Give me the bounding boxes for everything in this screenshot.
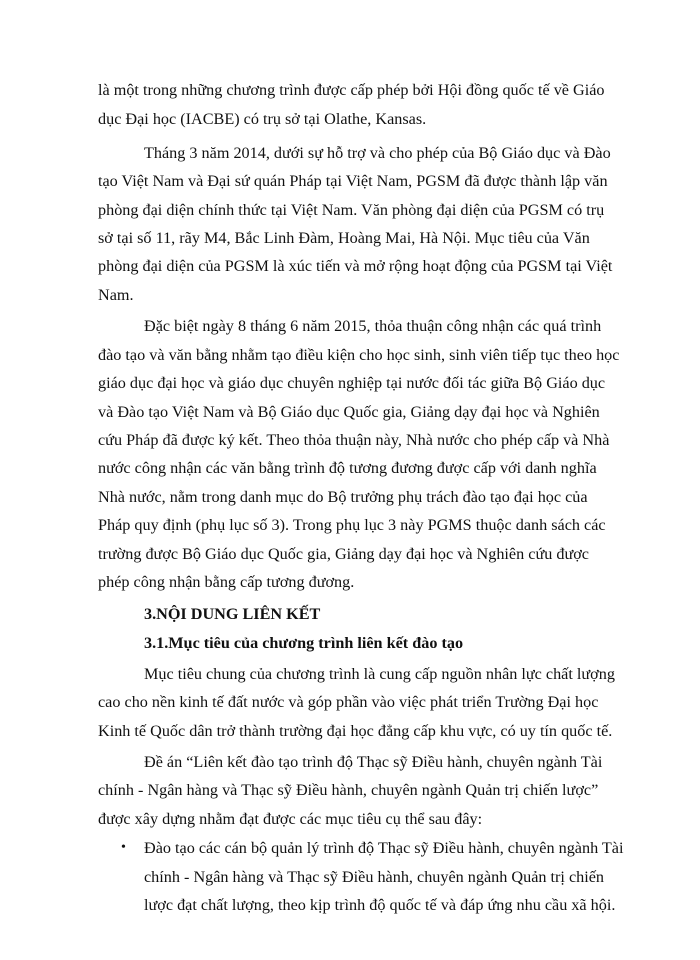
text-line: phòng đại diện của PGSM là xúc tiến và mở rộng hoạt động của PGSM tại Việt <box>98 257 613 275</box>
text-line: Kinh tế Quốc dân trở thành trường đại học đẳng cấp khu vực, có uy tín quốc tế. <box>98 722 613 740</box>
bullet-icon: • <box>121 840 126 855</box>
text-line: là một trong những chương trình được cấp phép bởi Hội đồng quốc tế về Giáo <box>98 81 605 99</box>
text-line: Mục tiêu chung của chương trình là cung cấp nguồn nhân lực chất lượng <box>144 665 615 683</box>
text-line: Đề án “Liên kết đào tạo trình độ Thạc sỹ Điều hành, chuyên ngành Tài <box>144 753 603 771</box>
text-line: Pháp quy định (phụ lục số 3). Trong phụ lục 3 này PGMS thuộc danh sách các <box>98 516 606 534</box>
text-line: tạo Việt Nam và Đại sứ quán Pháp tại Việt Nam, PGSM đã được thành lập văn <box>98 172 608 190</box>
text-line: chính - Ngân hàng và Thạc sỹ Điều hành, chuyên ngành Quản trị chiến <box>144 868 605 886</box>
text-line: giáo dục đại học và giáo dục chuyên nghiệp tại nước đối tác giữa Bộ Giáo dục <box>98 374 606 392</box>
text-line: lược đạt chất lượng, theo kịp trình độ quốc tế và đáp ứng nhu cầu xã hội. <box>144 896 616 914</box>
text-line: Nam. <box>98 286 134 304</box>
text-line: cao cho nền kinh tế đất nước và góp phần vào việc phát triển Trường Đại học <box>98 693 599 711</box>
text-line: Đào tạo các cán bộ quản lý trình độ Thạc sỹ Điều hành, chuyên ngành Tài <box>144 839 624 857</box>
text-line: phòng đại diện chính thức tại Việt Nam. Văn phòng đại diện của PGSM có trụ <box>98 201 605 219</box>
text-line: dục Đại học (IACBE) có trụ sở tại Olathe, Kansas. <box>98 110 427 128</box>
text-line: Nhà nước, nằm trong danh mục do Bộ trưởng phụ trách đào tạo đại học của <box>98 488 588 506</box>
text-line: trường được Bộ Giáo dục Quốc gia, Giảng dạy đại học và Nghiên cứu được <box>98 545 589 563</box>
text-line: và Đào tạo Việt Nam và Bộ Giáo dục Quốc gia, Giảng dạy đại học và Nghiên <box>98 403 600 421</box>
text-line: nước công nhận các văn bằng trình độ tương đương được cấp với danh nghĩa <box>98 459 597 477</box>
text-line: được xây dựng nhằm đạt được các mục tiêu cụ thể sau đây: <box>98 810 483 828</box>
text-line: sở tại số 11, rãy M4, Bắc Linh Đàm, Hoàng Mai, Hà Nội. Mục tiêu của Văn <box>98 229 590 247</box>
text-line: chính - Ngân hàng và Thạc sỹ Điều hành, chuyên ngành Quản trị chiến lược” <box>98 781 599 799</box>
text-line: Tháng 3 năm 2014, dưới sự hỗ trợ và cho phép của Bộ Giáo dục và Đào <box>144 144 611 162</box>
text-line: Đặc biệt ngày 8 tháng 6 năm 2015, thỏa thuận công nhận các quá trình <box>144 317 602 335</box>
subsection-heading: 3.1.Mục tiêu của chương trình liên kết đào tạo <box>144 634 464 652</box>
section-heading: 3.NỘI DUNG LIÊN KẾT <box>144 605 321 623</box>
text-line: cứu Pháp đã được ký kết. Theo thỏa thuận này, Nhà nước cho phép cấp và Nhà <box>98 431 610 449</box>
text-line: đào tạo và văn bằng nhằm tạo điều kiện cho học sinh, sinh viên tiếp tục theo học <box>98 346 620 364</box>
text-line: phép công nhận bằng cấp tương đương. <box>98 573 355 591</box>
